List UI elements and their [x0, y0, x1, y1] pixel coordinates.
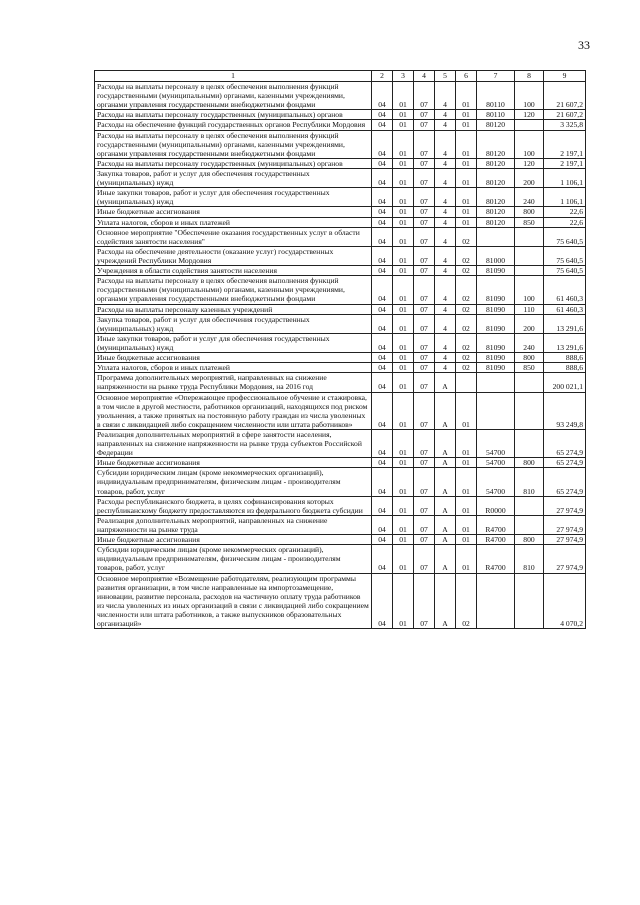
row-name-cell: Закупка товаров, работ и услуг для обеспечения государственных (муниципальных) нужд — [95, 168, 372, 187]
code-cell: 01 — [393, 392, 414, 429]
table-row — [95, 496, 586, 515]
code-cell: 02 — [456, 266, 477, 276]
code-cell: 81090 — [477, 314, 515, 333]
code-cell: 01 — [393, 535, 414, 545]
code-cell: 07 — [414, 304, 435, 314]
table-row — [95, 392, 586, 429]
code-cell — [515, 429, 544, 457]
code-cell: 01 — [393, 333, 414, 352]
row-name-cell: Расходы на выплаты персоналу в целях обеспечения выполнения функций государственными (муниципальными) органами, казенными учреждениями, органами управления государственными внебюджетными фондами — [95, 130, 372, 158]
row-name-cell: Иные бюджетные ассигнования — [95, 207, 372, 217]
code-cell: 800 — [515, 353, 544, 363]
table-row — [95, 304, 586, 314]
code-cell: 01 — [393, 545, 414, 573]
amount-cell: 65 274,9 — [544, 458, 586, 468]
code-cell: 01 — [456, 458, 477, 468]
code-cell: 07 — [414, 120, 435, 130]
code-cell: 80120 — [477, 188, 515, 207]
amount-cell: 75 640,5 — [544, 266, 586, 276]
code-cell: 4 — [435, 158, 456, 168]
amount-cell: 200 021,1 — [544, 373, 586, 392]
code-cell: 240 — [515, 188, 544, 207]
code-cell: 07 — [414, 217, 435, 227]
code-cell: 07 — [414, 353, 435, 363]
code-cell: 07 — [414, 168, 435, 187]
column-header: 8 — [515, 71, 544, 82]
amount-cell: 93 249,8 — [544, 392, 586, 429]
code-cell: 4 — [435, 353, 456, 363]
code-cell: 04 — [372, 314, 393, 333]
code-cell: 01 — [393, 120, 414, 130]
code-cell: 07 — [414, 333, 435, 352]
code-cell: 4 — [435, 217, 456, 227]
code-cell: 810 — [515, 545, 544, 573]
row-name-cell: Основное мероприятие «Опережающее профессиональное обучение и стажировка, в том числе в другой местности, работников организаций, находящихся под риском увольнения, а также принятых на постоянную работу граждан из числа уволенных в связи с ликвидацией либо сокращением численности или штата работников» — [95, 392, 372, 429]
row-name-cell: Иные бюджетные ассигнования — [95, 535, 372, 545]
row-name-cell: Расходы республиканского бюджета, в целях софинансирования которых республиканскому бюджету предоставляются из федерального бюджета субсидии — [95, 496, 372, 515]
code-cell: 04 — [372, 266, 393, 276]
code-cell: 01 — [456, 168, 477, 187]
amount-cell: 2 197,1 — [544, 130, 586, 158]
code-cell: 04 — [372, 120, 393, 130]
code-cell — [515, 496, 544, 515]
code-cell: 04 — [372, 130, 393, 158]
code-cell: 54700 — [477, 429, 515, 457]
code-cell: 04 — [372, 353, 393, 363]
code-cell: 01 — [456, 120, 477, 130]
code-cell: 80120 — [477, 120, 515, 130]
amount-cell: 888,6 — [544, 363, 586, 373]
code-cell: 04 — [372, 188, 393, 207]
column-header: 4 — [414, 71, 435, 82]
code-cell: 4 — [435, 266, 456, 276]
code-cell: 01 — [393, 188, 414, 207]
code-cell: 01 — [393, 227, 414, 246]
code-cell: А — [435, 573, 456, 629]
code-cell: 54700 — [477, 468, 515, 496]
code-cell: 01 — [456, 188, 477, 207]
code-cell: 04 — [372, 496, 393, 515]
code-cell: 80120 — [477, 217, 515, 227]
code-cell — [515, 392, 544, 429]
code-cell: R4700 — [477, 515, 515, 534]
amount-cell: 888,6 — [544, 353, 586, 363]
code-cell: 07 — [414, 573, 435, 629]
code-cell: 02 — [456, 304, 477, 314]
code-cell: 81090 — [477, 363, 515, 373]
code-cell — [515, 227, 544, 246]
code-cell: 04 — [372, 515, 393, 534]
code-cell: 04 — [372, 304, 393, 314]
code-cell: 100 — [515, 130, 544, 158]
code-cell: 80120 — [477, 207, 515, 217]
code-cell: 07 — [414, 246, 435, 265]
code-cell: 01 — [456, 130, 477, 158]
code-cell — [515, 246, 544, 265]
code-cell: 04 — [372, 276, 393, 304]
code-cell: 07 — [414, 227, 435, 246]
table-row — [95, 266, 586, 276]
code-cell: 01 — [393, 130, 414, 158]
row-name-cell: Уплата налогов, сборов и иных платежей — [95, 363, 372, 373]
table-row — [95, 130, 586, 158]
code-cell: 01 — [393, 515, 414, 534]
table-row — [95, 545, 586, 573]
row-name-cell: Иные закупки товаров, работ и услуг для обеспечения государственных (муниципальных) нужд — [95, 188, 372, 207]
code-cell: 07 — [414, 373, 435, 392]
amount-cell: 22,6 — [544, 207, 586, 217]
code-cell: 01 — [393, 266, 414, 276]
column-header: 3 — [393, 71, 414, 82]
code-cell: 07 — [414, 82, 435, 110]
code-cell: 4 — [435, 207, 456, 217]
column-header: 1 — [95, 71, 372, 82]
code-cell: 81000 — [477, 246, 515, 265]
code-cell: R0000 — [477, 496, 515, 515]
code-cell: 04 — [372, 392, 393, 429]
table-row — [95, 217, 586, 227]
table-row — [95, 207, 586, 217]
code-cell — [515, 515, 544, 534]
row-name-cell: Расходы на выплаты персоналу казенных учреждений — [95, 304, 372, 314]
code-cell: 4 — [435, 363, 456, 373]
code-cell: 01 — [393, 468, 414, 496]
code-cell: 07 — [414, 363, 435, 373]
code-cell: 01 — [393, 363, 414, 373]
table-row — [95, 158, 586, 168]
code-cell: 800 — [515, 207, 544, 217]
amount-cell: 21 607,2 — [544, 82, 586, 110]
code-cell — [515, 573, 544, 629]
code-cell: 07 — [414, 266, 435, 276]
code-cell: 80110 — [477, 110, 515, 120]
code-cell: 80120 — [477, 130, 515, 158]
table-row — [95, 188, 586, 207]
code-cell — [477, 392, 515, 429]
code-cell: 07 — [414, 158, 435, 168]
table-row — [95, 276, 586, 304]
code-cell: 07 — [414, 515, 435, 534]
row-name-cell: Субсидии юридическим лицам (кроме некоммерческих организаций), индивидуальным предпринимателям, физическим лицам - производителям товаров, работ, услуг — [95, 468, 372, 496]
amount-cell: 27 974,9 — [544, 545, 586, 573]
code-cell: 07 — [414, 458, 435, 468]
column-header: 2 — [372, 71, 393, 82]
code-cell: 07 — [414, 314, 435, 333]
row-name-cell: Закупка товаров, работ и услуг для обеспечения государственных (муниципальных) нужд — [95, 314, 372, 333]
table-row — [95, 110, 586, 120]
code-cell: 07 — [414, 207, 435, 217]
code-cell: 04 — [372, 168, 393, 187]
code-cell: 01 — [456, 496, 477, 515]
code-cell: 800 — [515, 458, 544, 468]
amount-cell: 13 291,6 — [544, 314, 586, 333]
column-header: 9 — [544, 71, 586, 82]
code-cell: 4 — [435, 314, 456, 333]
code-cell: 01 — [456, 545, 477, 573]
row-name-cell: Расходы на обеспечение функций государственных органов Республики Мордовия — [95, 120, 372, 130]
amount-cell: 2 197,1 — [544, 158, 586, 168]
code-cell: 04 — [372, 227, 393, 246]
table-row — [95, 458, 586, 468]
code-cell: 04 — [372, 246, 393, 265]
table-body — [95, 82, 586, 629]
code-cell: 4 — [435, 276, 456, 304]
code-cell: 01 — [393, 207, 414, 217]
row-name-cell: Основное мероприятие "Обеспечение оказания государственных услуг в области содействия занятости населения" — [95, 227, 372, 246]
code-cell: 01 — [393, 304, 414, 314]
code-cell: 01 — [393, 314, 414, 333]
code-cell: 07 — [414, 392, 435, 429]
row-name-cell: Уплата налогов, сборов и иных платежей — [95, 217, 372, 227]
code-cell: А — [435, 545, 456, 573]
amount-cell: 61 460,3 — [544, 276, 586, 304]
code-cell: 850 — [515, 217, 544, 227]
table-row — [95, 168, 586, 187]
code-cell: 01 — [393, 496, 414, 515]
code-cell: 04 — [372, 458, 393, 468]
code-cell: 04 — [372, 207, 393, 217]
amount-cell: 22,6 — [544, 217, 586, 227]
code-cell: А — [435, 458, 456, 468]
code-cell: 01 — [393, 246, 414, 265]
amount-cell: 1 106,1 — [544, 168, 586, 187]
table-row — [95, 246, 586, 265]
amount-cell: 4 070,2 — [544, 573, 586, 629]
row-name-cell: Иные бюджетные ассигнования — [95, 353, 372, 363]
code-cell: А — [435, 468, 456, 496]
code-cell: 04 — [372, 429, 393, 457]
row-name-cell: Субсидии юридическим лицам (кроме некоммерческих организаций), индивидуальным предпринимателям, физическим лицам - производителям товаров, работ, услуг — [95, 545, 372, 573]
row-name-cell: Реализация дополнительных мероприятий, направленных на снижение напряженности на рынке труда — [95, 515, 372, 534]
amount-cell: 21 607,2 — [544, 110, 586, 120]
code-cell: 81090 — [477, 353, 515, 363]
code-cell: 850 — [515, 363, 544, 373]
amount-cell: 65 274,9 — [544, 468, 586, 496]
amount-cell: 61 460,3 — [544, 304, 586, 314]
code-cell — [477, 227, 515, 246]
code-cell: А — [435, 392, 456, 429]
code-cell: 04 — [372, 535, 393, 545]
amount-cell: 27 974,9 — [544, 515, 586, 534]
row-name-cell: Учреждения в области содействия занятости населения — [95, 266, 372, 276]
code-cell: 01 — [393, 353, 414, 363]
code-cell — [456, 373, 477, 392]
code-cell: 02 — [456, 363, 477, 373]
code-cell: 4 — [435, 333, 456, 352]
table-row — [95, 227, 586, 246]
row-name-cell: Расходы на обеспечение деятельности (оказание услуг) государственных учреждений Республики Мордовия — [95, 246, 372, 265]
code-cell: 07 — [414, 130, 435, 158]
code-cell: 04 — [372, 158, 393, 168]
amount-cell: 13 291,6 — [544, 333, 586, 352]
code-cell: 01 — [456, 535, 477, 545]
code-cell — [515, 120, 544, 130]
code-cell: 04 — [372, 333, 393, 352]
row-name-cell: Иные бюджетные ассигнования — [95, 458, 372, 468]
table-row — [95, 373, 586, 392]
code-cell: 01 — [393, 110, 414, 120]
code-cell: 4 — [435, 188, 456, 207]
row-name-cell: Расходы на выплаты персоналу в целях обеспечения выполнения функций государственными (муниципальными) органами, казенными учреждениями, органами управления государственными внебюджетными фондами — [95, 82, 372, 110]
code-cell — [515, 373, 544, 392]
code-cell: А — [435, 515, 456, 534]
amount-cell: 1 106,1 — [544, 188, 586, 207]
code-cell: А — [435, 535, 456, 545]
column-header: 5 — [435, 71, 456, 82]
code-cell: 01 — [393, 158, 414, 168]
code-cell: 02 — [456, 353, 477, 363]
code-cell: 81090 — [477, 266, 515, 276]
page-number: 33 — [578, 38, 590, 52]
code-cell: 01 — [393, 82, 414, 110]
code-cell: 4 — [435, 130, 456, 158]
table-row — [95, 515, 586, 534]
row-name-cell: Иные закупки товаров, работ и услуг для обеспечения государственных (муниципальных) нужд — [95, 333, 372, 352]
amount-cell: 27 974,9 — [544, 496, 586, 515]
table-row — [95, 535, 586, 545]
code-cell: 01 — [456, 158, 477, 168]
budget-table — [94, 70, 586, 629]
code-cell: 07 — [414, 110, 435, 120]
table-row — [95, 333, 586, 352]
code-cell: 02 — [456, 314, 477, 333]
amount-cell: 27 974,9 — [544, 535, 586, 545]
code-cell: А — [435, 373, 456, 392]
code-cell: 100 — [515, 82, 544, 110]
code-cell: 4 — [435, 227, 456, 246]
code-cell: 110 — [515, 304, 544, 314]
code-cell: 04 — [372, 373, 393, 392]
code-cell: 02 — [456, 333, 477, 352]
code-cell: 04 — [372, 217, 393, 227]
code-cell: 01 — [393, 573, 414, 629]
code-cell: R4700 — [477, 545, 515, 573]
code-cell: А — [435, 429, 456, 457]
table-row — [95, 363, 586, 373]
code-cell: 01 — [393, 217, 414, 227]
code-cell: 02 — [456, 276, 477, 304]
code-cell: 01 — [456, 468, 477, 496]
code-cell: 54700 — [477, 458, 515, 468]
code-cell: 07 — [414, 535, 435, 545]
row-name-cell: Расходы на выплаты персоналу в целях обеспечения выполнения функций государственными (муниципальными) органами, казенными учреждениями, органами управления государственными внебюджетными фондами — [95, 276, 372, 304]
code-cell: 01 — [393, 458, 414, 468]
row-name-cell: Программа дополнительных мероприятий, направленных на снижение напряженности на рынке труда Республики Мордовия, на 2016 год — [95, 373, 372, 392]
code-cell: 80120 — [477, 168, 515, 187]
code-cell: 01 — [456, 515, 477, 534]
table-row — [95, 120, 586, 130]
row-name-cell: Расходы на выплаты персоналу государственных (муниципальных) органов — [95, 110, 372, 120]
code-cell: 4 — [435, 110, 456, 120]
code-cell: 81090 — [477, 304, 515, 314]
code-cell: 07 — [414, 545, 435, 573]
code-cell: 80120 — [477, 158, 515, 168]
code-cell: 04 — [372, 468, 393, 496]
code-cell: 04 — [372, 82, 393, 110]
code-cell: 07 — [414, 188, 435, 207]
code-cell: 04 — [372, 363, 393, 373]
code-cell: 4 — [435, 120, 456, 130]
code-cell: 200 — [515, 314, 544, 333]
code-cell: 800 — [515, 535, 544, 545]
table-row — [95, 573, 586, 629]
code-cell: 07 — [414, 468, 435, 496]
code-cell: 01 — [456, 82, 477, 110]
table-row — [95, 468, 586, 496]
code-cell: 02 — [456, 227, 477, 246]
code-cell: 07 — [414, 276, 435, 304]
code-cell: 04 — [372, 110, 393, 120]
row-name-cell: Расходы на выплаты персоналу государственных (муниципальных) органов — [95, 158, 372, 168]
code-cell: 07 — [414, 429, 435, 457]
code-cell: 4 — [435, 82, 456, 110]
code-cell: 810 — [515, 468, 544, 496]
code-cell: 07 — [414, 496, 435, 515]
row-name-cell: Основное мероприятие «Возмещение работодателям, реализующим программы развития организации, в том числе направленные на импортозамещение, инновации, развитие персонала, расходов на частичную оплату труда работников из числа уволенных из иных организаций в связи с ликвидацией либо сокращением численности или штата работников, а также выпускников образовательных организаций» — [95, 573, 372, 629]
code-cell: 01 — [456, 110, 477, 120]
amount-cell: 3 325,8 — [544, 120, 586, 130]
code-cell: 02 — [456, 573, 477, 629]
code-cell: 120 — [515, 158, 544, 168]
code-cell: R4700 — [477, 535, 515, 545]
column-header: 7 — [477, 71, 515, 82]
code-cell: 04 — [372, 573, 393, 629]
code-cell: 81090 — [477, 333, 515, 352]
code-cell: 4 — [435, 246, 456, 265]
table-row — [95, 429, 586, 457]
header-row — [95, 71, 586, 82]
code-cell — [477, 573, 515, 629]
amount-cell: 75 640,5 — [544, 227, 586, 246]
code-cell: 01 — [456, 392, 477, 429]
amount-cell: 65 274,9 — [544, 429, 586, 457]
code-cell: 240 — [515, 333, 544, 352]
code-cell: 01 — [393, 373, 414, 392]
code-cell: 04 — [372, 545, 393, 573]
code-cell: 120 — [515, 110, 544, 120]
code-cell: 4 — [435, 168, 456, 187]
code-cell: 81090 — [477, 276, 515, 304]
code-cell: 01 — [456, 429, 477, 457]
code-cell: 200 — [515, 168, 544, 187]
code-cell: 01 — [393, 276, 414, 304]
code-cell: А — [435, 496, 456, 515]
column-header: 6 — [456, 71, 477, 82]
row-name-cell: Реализация дополнительных мероприятий в сфере занятости населения, направленных на снижение напряженности на рынке труда субъектов Российской Федерации — [95, 429, 372, 457]
table-row — [95, 314, 586, 333]
code-cell: 4 — [435, 304, 456, 314]
code-cell: 01 — [456, 207, 477, 217]
code-cell: 01 — [393, 429, 414, 457]
code-cell: 80110 — [477, 82, 515, 110]
code-cell: 01 — [456, 217, 477, 227]
code-cell: 02 — [456, 246, 477, 265]
table-row — [95, 82, 586, 110]
amount-cell: 75 640,5 — [544, 246, 586, 265]
code-cell — [477, 373, 515, 392]
code-cell: 01 — [393, 168, 414, 187]
code-cell — [515, 266, 544, 276]
code-cell: 100 — [515, 276, 544, 304]
table-row — [95, 353, 586, 363]
